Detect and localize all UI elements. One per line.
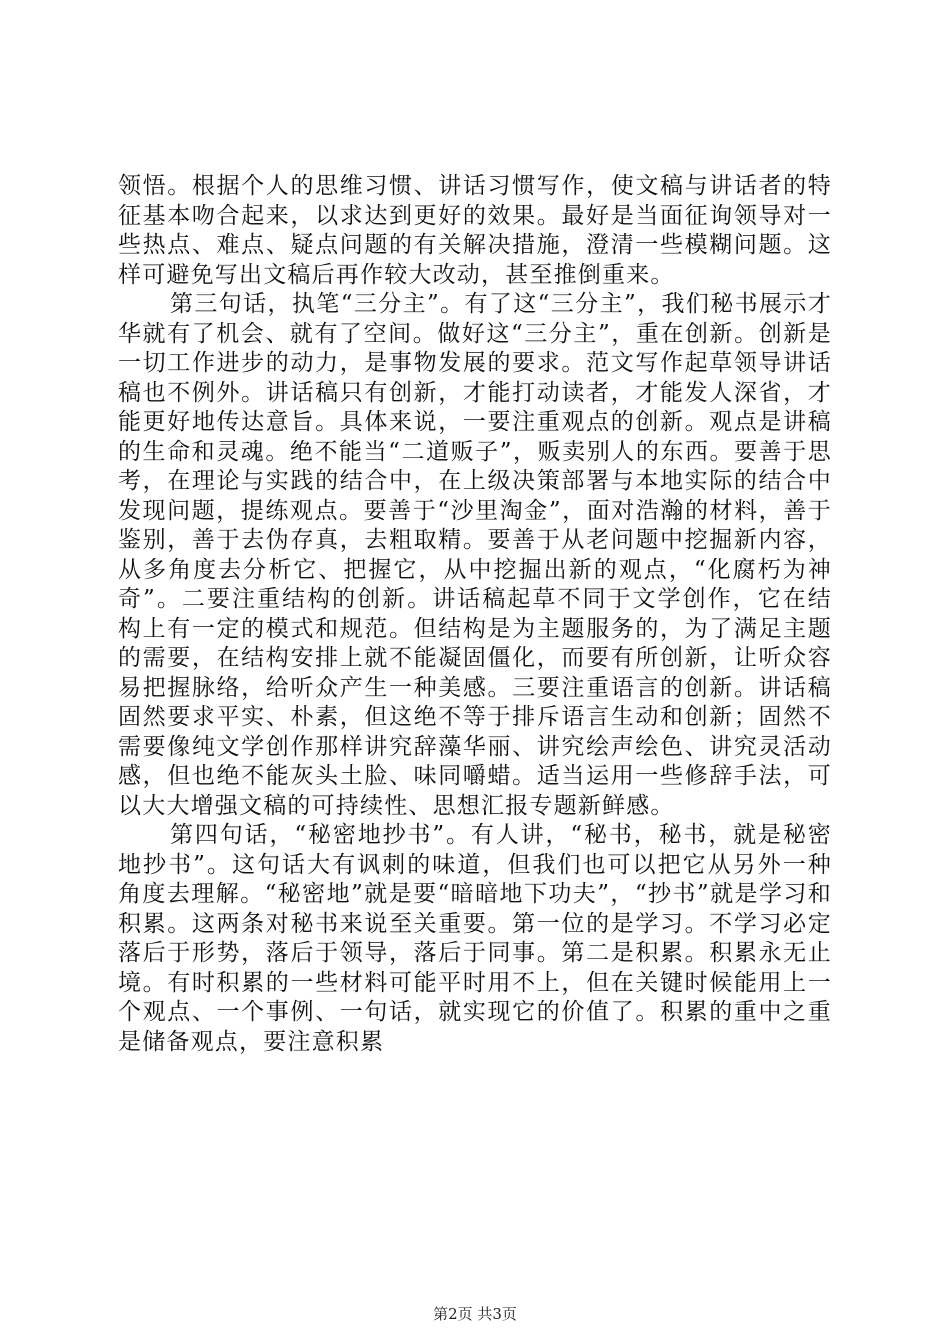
document-body [118, 172, 832, 1057]
paragraph-3: 第四句话，“秘密地抄书”。有人讲，“秘书，秘书，就是秘密地抄书”。这句话大有讽刺的味道，但我们也可以把它从另外一种角度去理解。“秘密地”就是要“暗暗地下功夫”，“抄书”就是学习和积累。这两条对秘书来说至关重要。第一位的是学习。不学习必定落后于形势，落后于领导，落后于同事。第二是积累。积累永无止境。有时积累的一些材料可能平时用不上，但在关键时候能用上一个观点、一个事例、一句话，就实现它的价值了。积累的重中之重是储备观点，要注意积累 [118, 822, 832, 1055]
paragraph-1: 领悟。根据个人的思维习惯、讲话习惯写作，使文稿与讲话者的特征基本吻合起来，以求达到更好的效果。最好是当面征询领导对一些热点、难点、疑点问题的有关解决措施，澄清一些模糊问题。这样可避免写出文稿后再作较大改动，甚至推倒重来。 [118, 173, 832, 288]
page-number-footer: 第2页 共3页 [433, 1305, 517, 1323]
paragraph-2: 第三句话，执笔“三分主”。有了这“三分主”，我们秘书展示才华就有了机会、就有了空间。做好这“三分主”，重在创新。创新是一切工作进步的动力，是事物发展的要求。范文写作起草领导讲话稿也不例外。讲话稿只有创新，才能打动读者，才能发人深省，才能更好地传达意旨。具体来说，一要注重观点的创新。观点是讲稿的生命和灵魂。绝不能当“二道贩子”，贩卖别人的东西。要善于思考，在理论与实践的结合中，在上级决策部署与本地实际的结合中发现问题，提练观点。要善于“沙里淘金”，面对浩瀚的材料，善于鉴别，善于去伪存真，去粗取精。要善于从老问题中挖掘新内容，从多角度去分析它、把握它，从中挖掘出新的观点，“化腐朽为神奇”。二要注重结构的创新。讲话稿起草不同于文学创作，它在结构上有一定的模式和规范。但结构是为主题服务的，为了满足主题的需要，在结构安排上就不能凝固僵化，而要有所创新，让听众容易把握脉络，给听众产生一种美感。三要注重语言的创新。讲话稿固然要求平实、朴素，但这绝不等于排斥语言生动和创新；固然不需要像纯文学创作那样讲究辞藻华丽、讲究绘声绘色、讲究灵活动感，但也绝不能灰头土脸、味同嚼蜡。适当运用一些修辞手法，可以大大增强文稿的可持续性、思想汇报专题新鲜感。 [118, 291, 832, 819]
